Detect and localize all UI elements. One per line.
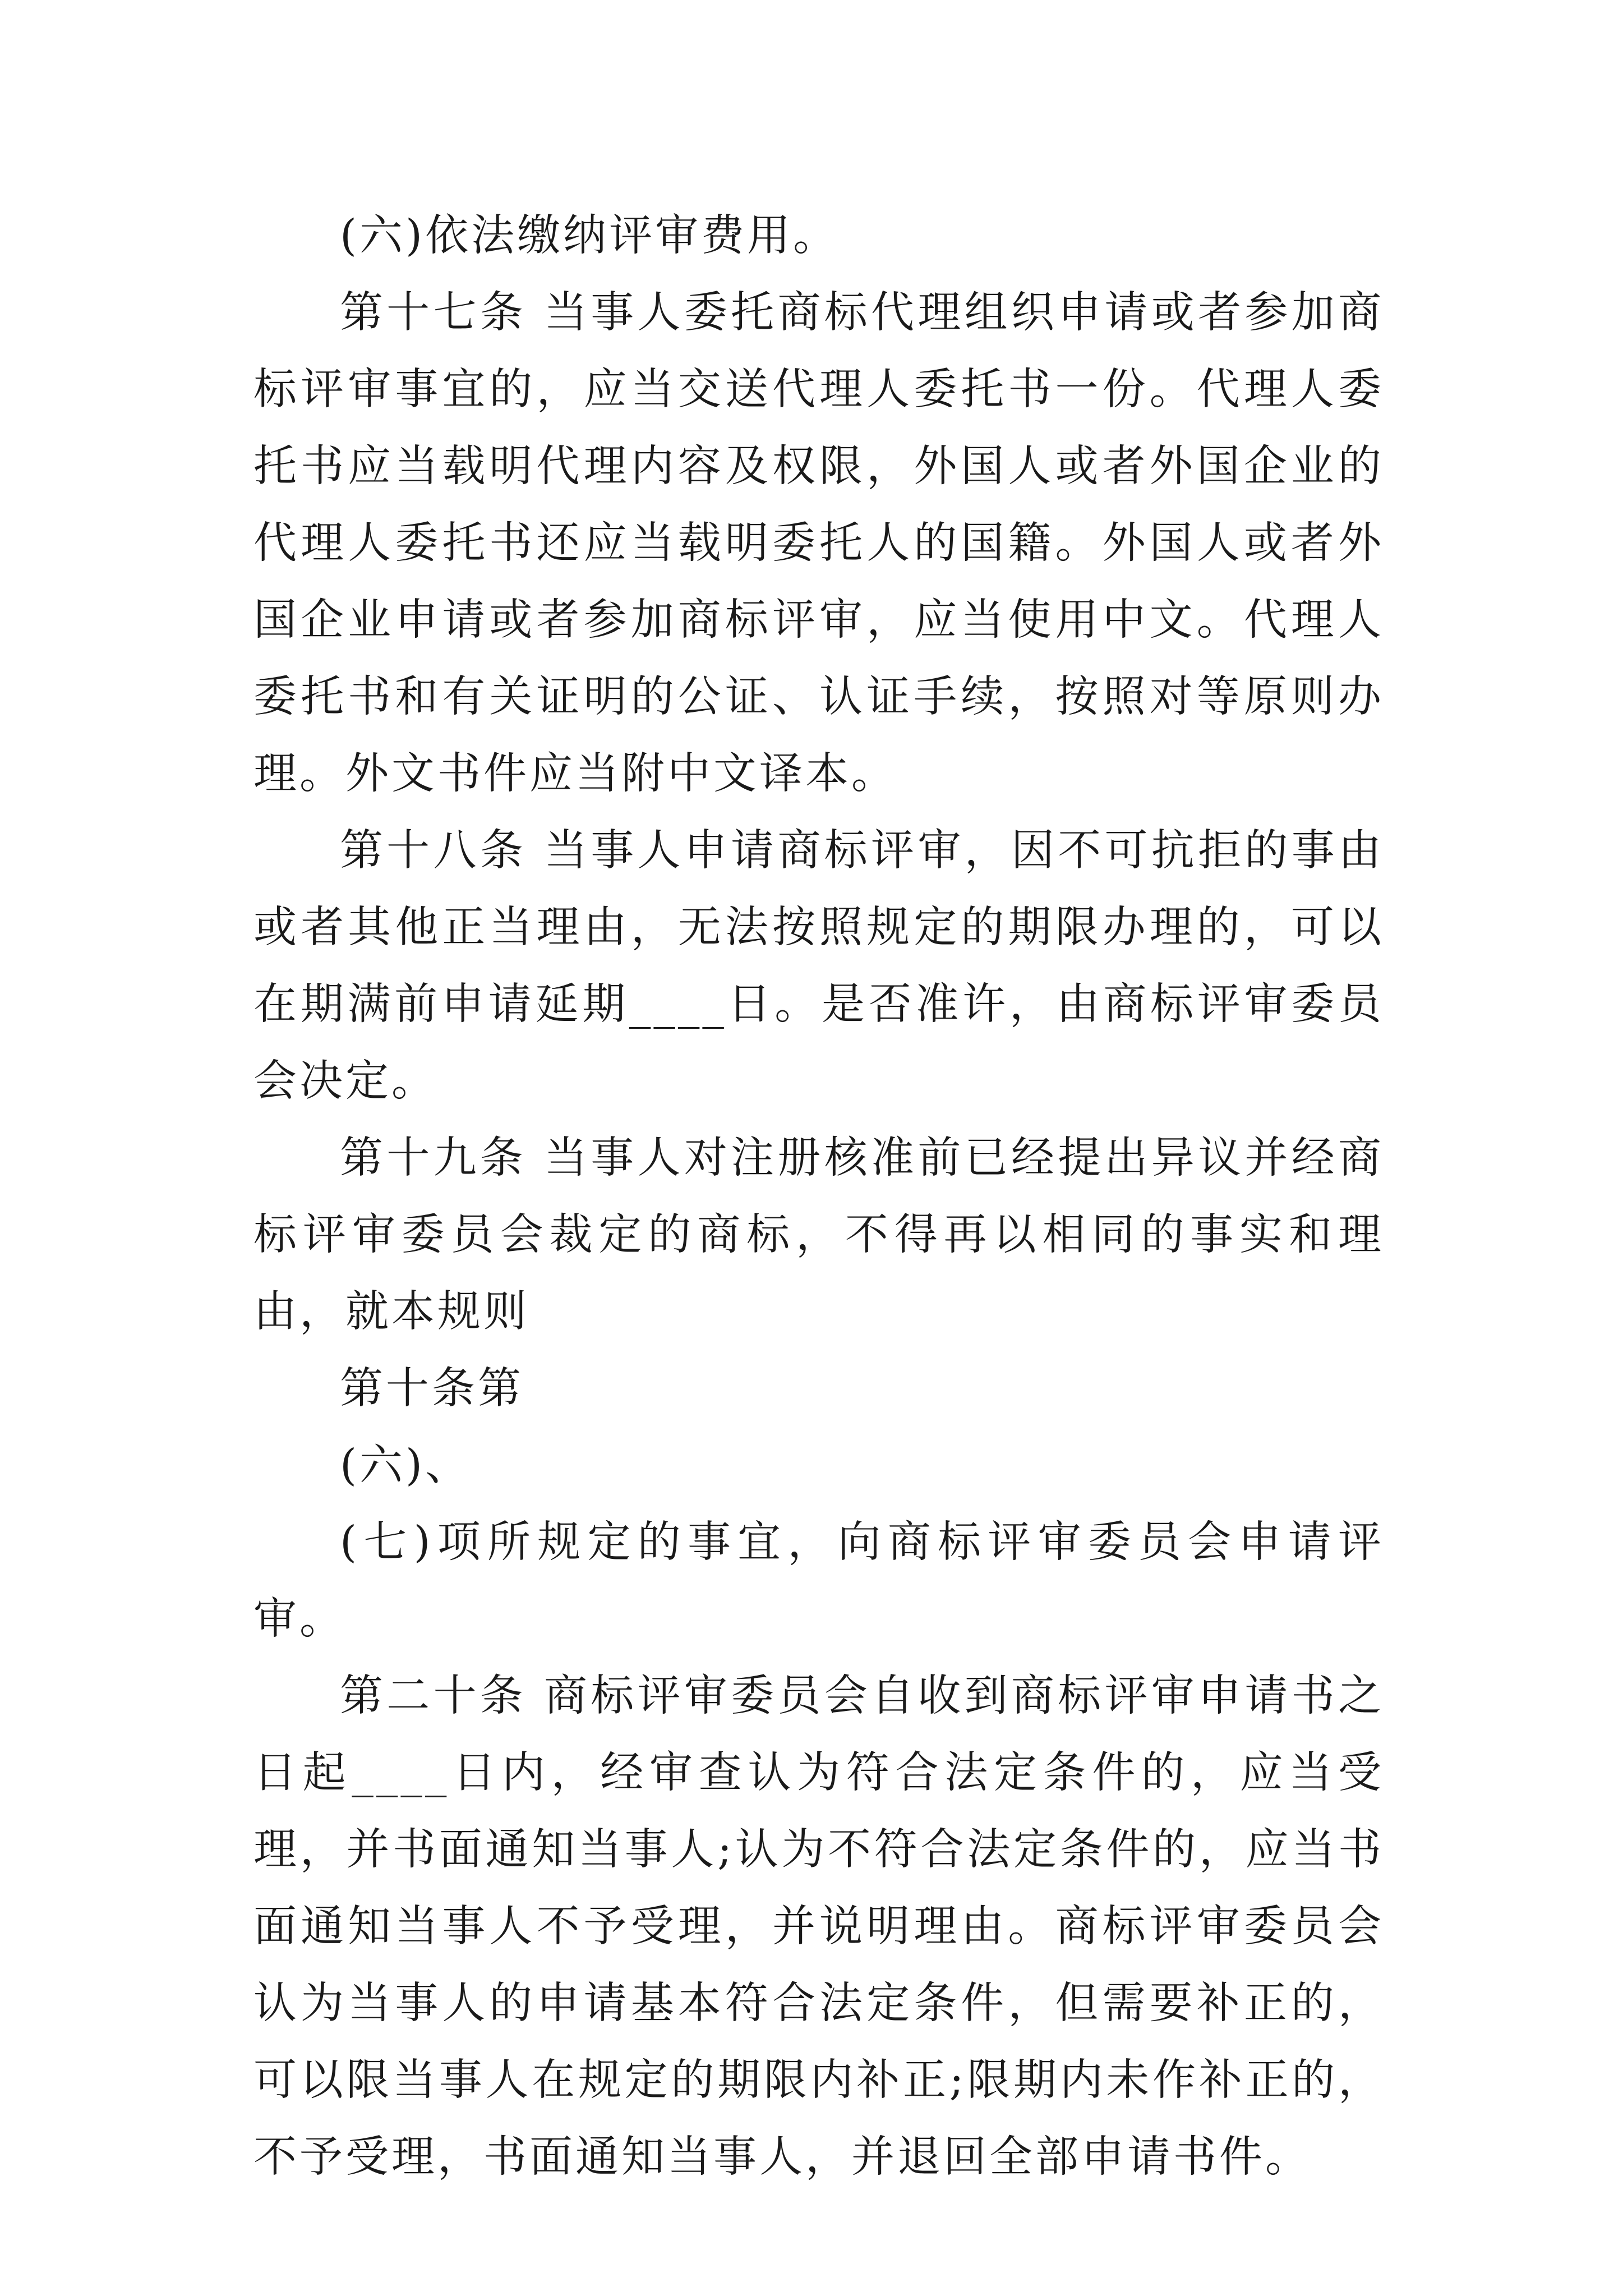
- paragraph-item-6: (六)依法缴纳评审费用。: [340, 211, 840, 261]
- paragraph-article-18: 第十八条 当事人申请商标评审，因不可抗拒的事由或者其他正当理由，无法按照规定的期限办理的，可以在期满前申请延期____日。是否准许，由商标评审委员会决定。: [253, 826, 1384, 1106]
- paragraph-article-20: 第二十条 商标评审委员会自收到商标评审申请书之日起____日内，经审查认为符合法定条件的，应当受理，并书面通知当事人;认为不符合法定条件的，应当书面通知当事人不予受理，并说明理由。商标评审委员会认为当事人的申请基本符合法定条件，但需要补正的，可以限当事人在规定的期限内补正;限期内未作补正的，不予受理，书面通知当事人，并退回全部申请书件。: [253, 1671, 1384, 2182]
- document-body: [253, 197, 1384, 2196]
- paragraph-article-10-ref: 第十条第: [340, 1364, 524, 1414]
- paragraph-item-6-ref: (六)、: [340, 1441, 472, 1490]
- paragraph-article-17: 第十七条 当事人委托商标代理组织申请或者参加商标评审事宜的，应当交送代理人委托书一份。代理人委托书应当载明代理内容及权限，外国人或者外国企业的代理人委托书还应当载明委托人的国籍。外国人或者外国企业申请或者参加商标评审，应当使用中文。代理人委托书和有关证明的公证、认证手续，按照对等原则办理。外文书件应当附中文译本。: [253, 288, 1384, 799]
- paragraph-article-19: 第十九条 当事人对注册核准前已经提出异议并经商标评审委员会裁定的商标，不得再以相同的事实和理由，就本规则: [253, 1133, 1384, 1337]
- paragraph-item-7-ref: (七)项所规定的事宜，向商标评审委员会申请评审。: [253, 1517, 1384, 1644]
